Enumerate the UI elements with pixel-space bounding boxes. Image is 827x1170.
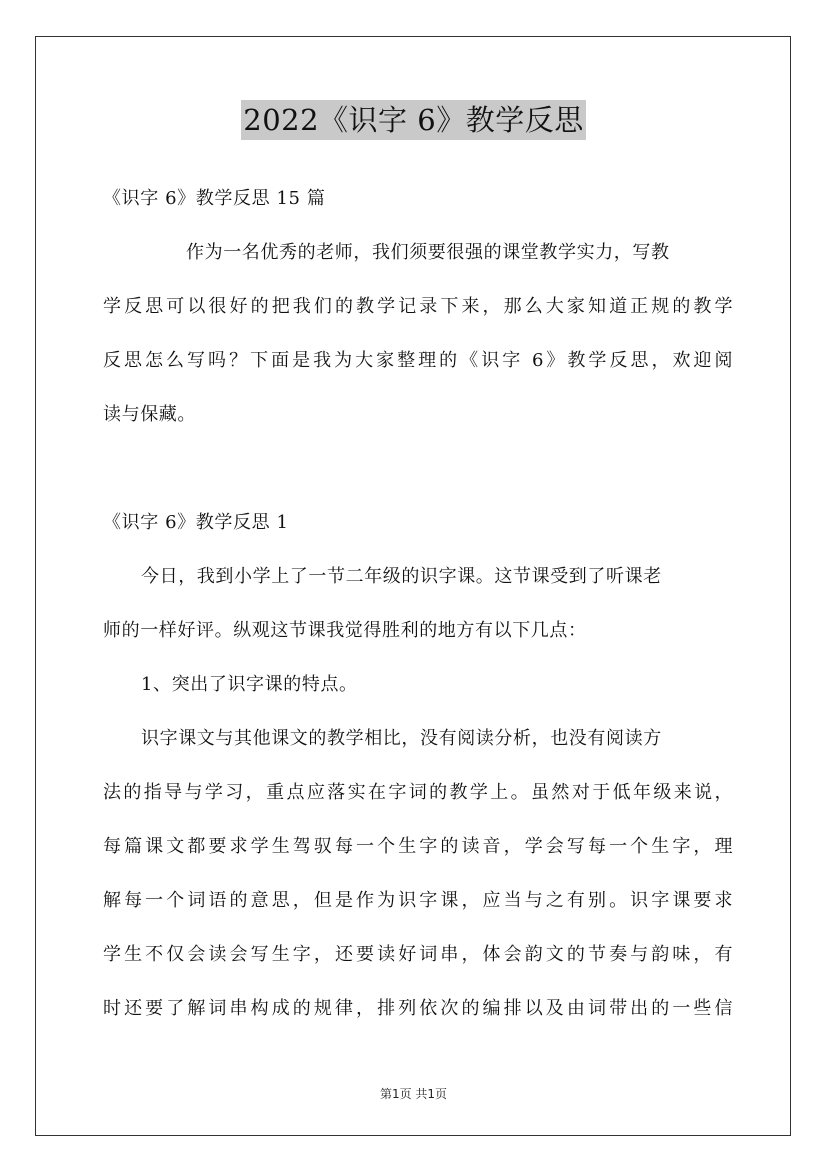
document-subtitle: 《识字 6》教学反思 15 篇 — [103, 188, 326, 209]
intro-line: 学反思可以很好的把我们的教学记录下来，那么大家知道正规的教学 — [103, 296, 733, 317]
section-heading: 《识字 6》教学反思 1 — [103, 512, 289, 533]
paragraph-line: 师的一样好评。纵观这节课我觉得胜利的地方有以下几点： — [103, 620, 587, 641]
paragraph-line: 法的指导与学习，重点应落实在字词的教学上。虽然对于低年级来说， — [103, 782, 733, 803]
paragraph-line: 今日，我到小学上了一节二年级的识字课。这节课受到了听课老 — [141, 566, 662, 587]
paragraph-line: 每篇课文都要求学生驾驭每一个生字的读音，学会写每一个生字，理 — [103, 836, 733, 857]
paragraph-line: 学生不仅会读会写生字，还要读好词串，体会韵文的节奏与韵味，有 — [103, 944, 733, 965]
paragraph-line: 时还要了解词串构成的规律，排列依次的编排以及由词带出的一些信 — [103, 998, 733, 1019]
document-title: 2022《识字 6》教学反思 — [241, 100, 585, 140]
list-point: 1、突出了识字课的特点。 — [141, 674, 358, 695]
paragraph-line: 识字课文与其他课文的教学相比，没有阅读分析，也没有阅读方 — [141, 728, 662, 749]
intro-line: 作为一名优秀的老师，我们须要很强的课堂教学实力，写教 — [186, 242, 670, 263]
paragraph-line: 解每一个词语的意思，但是作为识字课，应当与之有别。识字课要求 — [103, 890, 733, 911]
intro-line: 反思怎么写吗？下面是我为大家整理的《识字 6》教学反思，欢迎阅 — [103, 350, 733, 371]
title-container — [0, 100, 827, 140]
page-number: 第1页 共1页 — [379, 1087, 448, 1101]
intro-line: 读与保藏。 — [103, 404, 196, 425]
